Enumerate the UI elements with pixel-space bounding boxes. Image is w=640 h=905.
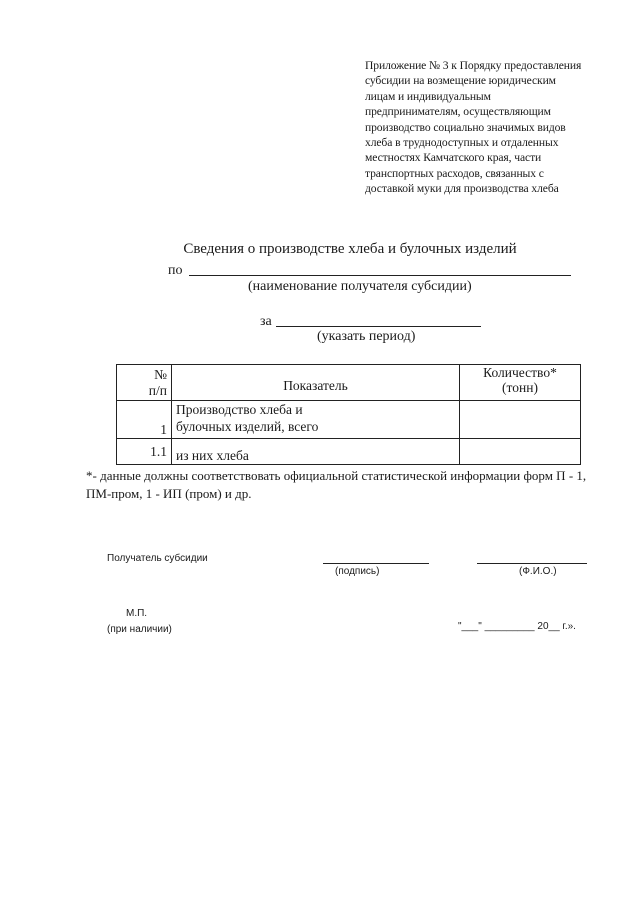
row-label: из них хлеба	[172, 439, 460, 465]
production-table	[116, 364, 581, 465]
footnote	[86, 467, 606, 503]
header-number-line2: п/п	[148, 382, 167, 398]
row-value-field[interactable]	[460, 401, 581, 439]
row-value-field[interactable]	[460, 439, 581, 465]
footnote-line: *- данные должны соответствовать официальной статистической информации форм П - 1,	[86, 468, 587, 483]
row-number: 1	[117, 401, 172, 439]
table-row	[117, 401, 581, 439]
document-title: Сведения о производстве хлеба и булочных изделий	[183, 241, 517, 257]
header-quantity-line1: Количество*	[483, 365, 557, 380]
appendix-line: лицам и индивидуальным	[365, 89, 491, 103]
appendix-line: транспортных расходов, связанных с	[365, 166, 544, 180]
recipient-label: Получатель субсидии	[107, 553, 208, 564]
signature-caption: (подпись)	[335, 566, 380, 577]
appendix-line: доставкой муки для производства хлеба	[365, 182, 559, 196]
recipient-field[interactable]	[189, 261, 571, 276]
appendix-line: Приложение № 3 к Порядку предоставления	[365, 59, 582, 72]
appendix-line: местностях Камчатского края, части	[365, 151, 542, 165]
appendix-line: хлеба в труднодоступных и отдаленных	[365, 136, 559, 150]
header-quantity-line2: (тонн)	[502, 380, 538, 395]
name-field[interactable]	[477, 549, 587, 564]
header-number	[117, 365, 172, 401]
period-field[interactable]	[276, 312, 481, 327]
name-caption: (Ф.И.О.)	[519, 566, 557, 577]
period-prefix: за	[260, 314, 272, 329]
appendix-note	[365, 58, 615, 197]
row-number: 1.1	[117, 439, 172, 465]
appendix-line: производство социально значимых видов	[365, 120, 566, 134]
appendix-line: субсидии на возмещение юридическим	[365, 74, 556, 88]
appendix-line: предпринимателям, осуществляющим	[365, 105, 551, 119]
row-label-line1: Производство хлеба и	[176, 402, 303, 417]
recipient-prefix: по	[168, 263, 183, 278]
recipient-caption: (наименование получателя субсидии)	[248, 279, 472, 294]
date-field[interactable]: "___" _________ 20__ г.».	[458, 621, 576, 632]
table-row	[117, 439, 581, 465]
header-quantity	[460, 365, 581, 401]
row-label-line2: булочных изделий, всего	[176, 419, 319, 434]
stamp-label: М.П.	[126, 608, 148, 619]
stamp-note: (при наличии)	[107, 624, 172, 635]
period-caption: (указать период)	[317, 329, 416, 344]
header-indicator: Показатель	[172, 365, 460, 401]
row-label	[172, 401, 460, 439]
footnote-line: ПМ-пром, 1 - ИП (пром) и др.	[86, 486, 252, 501]
header-number-line1: №	[154, 366, 167, 382]
table-header-row	[117, 365, 581, 401]
signature-field[interactable]	[323, 549, 429, 564]
